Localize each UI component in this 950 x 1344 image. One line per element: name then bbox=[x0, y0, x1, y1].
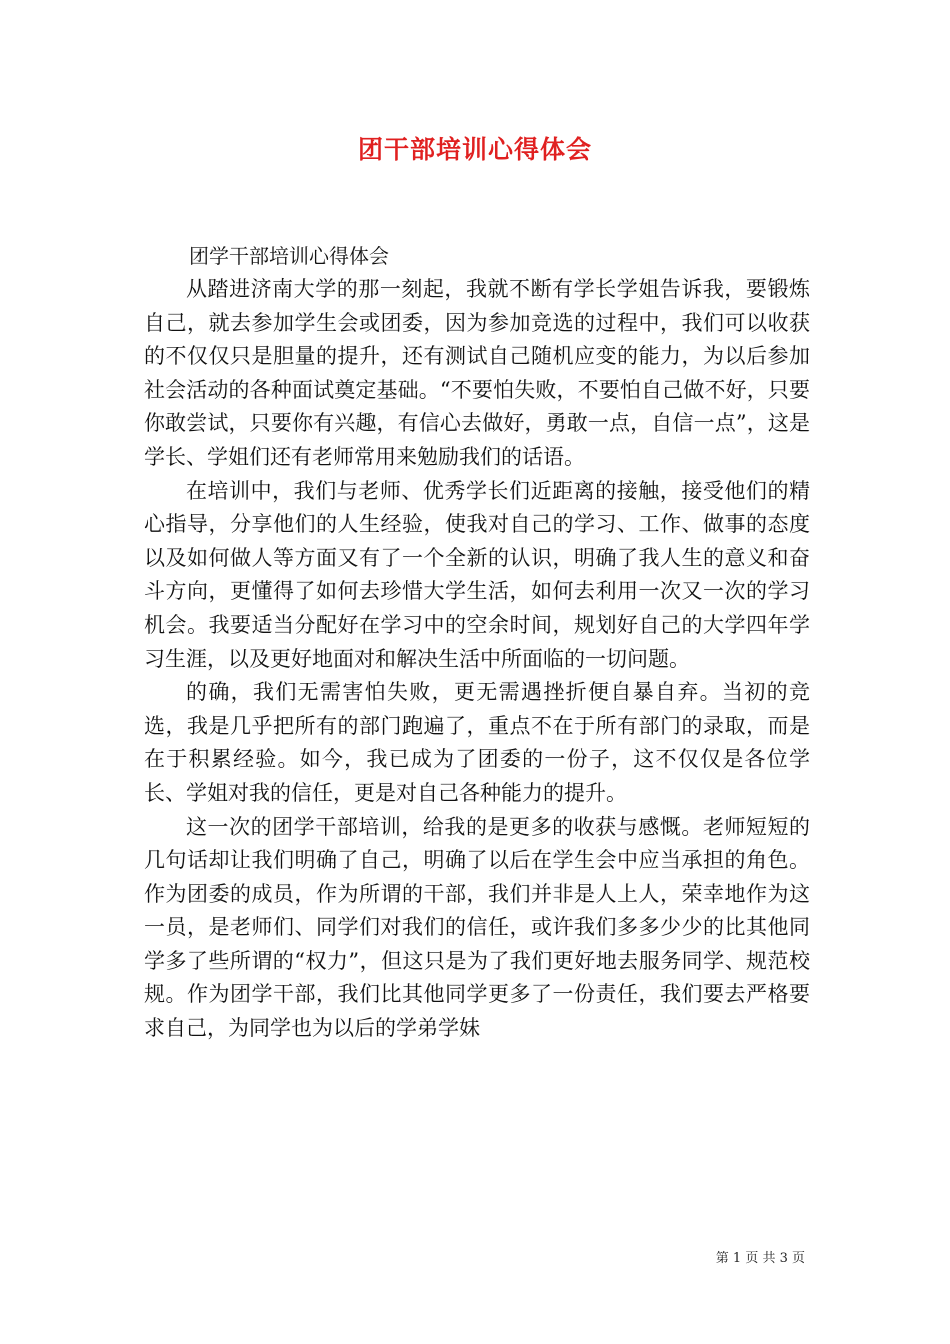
document-title: 团干部培训心得体会 bbox=[357, 135, 592, 164]
paragraph: 的确，我们无需害怕失败，更无需遇挫折便自暴自弃。当初的竞选，我是几乎把所有的部门跑遍了，重点不在于所有部门的录取，而是在于积累经验。如今，我已成为了团委的一份子，这不仅仅是各位学长、学姐对我的信任，更是对自己各种能力的提升。 bbox=[144, 680, 810, 805]
paragraph: 从踏进济南大学的那一刻起，我就不断有学长学姐告诉我，要锻炼自己，就去参加学生会或团委，因为参加竞选的过程中，我们可以收获的不仅仅只是胆量的提升，还有测试自己随机应变的能力，为以后参加社会活动的各种面试奠定基础。“不要怕失败，不要怕自己做不好，只要你敢尝试，只要你有兴趣，有信心去做好，勇敢一点，自信一点”，这是学长、学姐们还有老师常用来勉励我们的话语。 bbox=[144, 277, 810, 469]
paragraph: 这一次的团学干部培训，给我的是更多的收获与感慨。老师短短的几句话却让我们明确了自己，明确了以后在学生会中应当承担的角色。作为团委的成员，作为所谓的干部，我们并非是人上人，荣幸地作为这一员，是老师们、同学们对我们的信任，或许我们多多少少的比其他同学多了些所谓的“权力”，但这只是为了我们更好地去服务同学、规范校规。作为团学干部，我们比其他同学更多了一份责任，我们要去严格要求自己，为同学也为以后的学弟学妹 bbox=[144, 814, 810, 1041]
page-number: 第 1 页 共 3 页 bbox=[715, 1251, 805, 1266]
document-body bbox=[144, 240, 810, 1046]
paragraph: 在培训中，我们与老师、优秀学长们近距离的接触，接受他们的精心指导，分享他们的人生经验，使我对自己的学习、工作、做事的态度以及如何做人等方面又有了一个全新的认识，明确了我人生的意义和奋斗方向，更懂得了如何去珍惜大学生活，如何去利用一次又一次的学习机会。我要适当分配好在学习中的空余时间，规划好自己的大学四年学习生涯，以及更好地面对和解决生活中所面临的一切问题。 bbox=[144, 478, 810, 671]
document-subtitle: 团学干部培训心得体会 bbox=[189, 244, 389, 268]
